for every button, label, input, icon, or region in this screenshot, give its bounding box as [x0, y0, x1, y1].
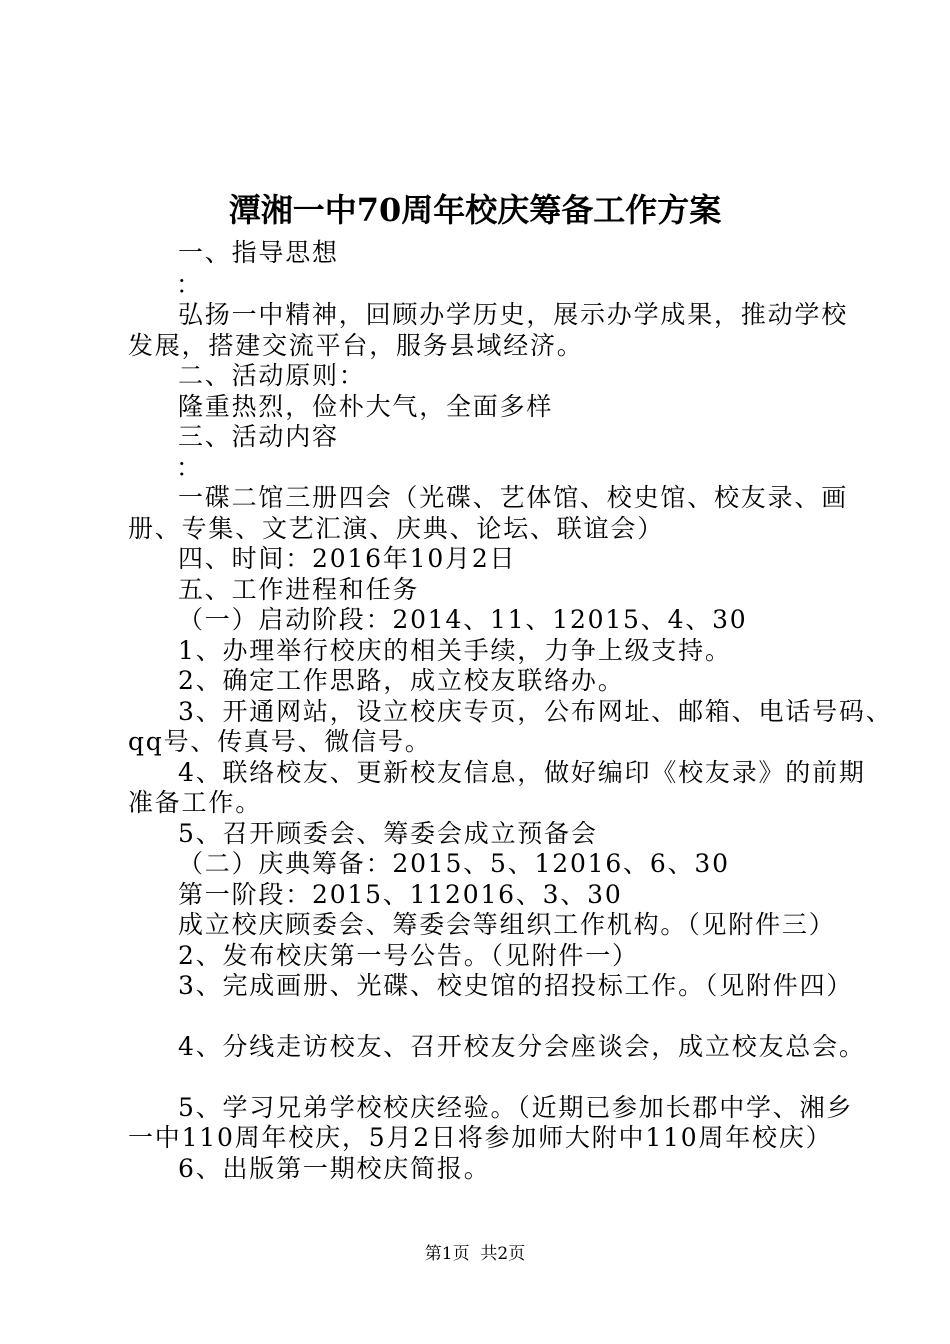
list-item: 4、分线走访校友、召开校友分会座谈会，成立校友总会。 — [178, 1032, 866, 1061]
phase-heading: 第一阶段：2015、112016、3、30 — [178, 880, 623, 909]
paragraph-line: 弘扬一中精神，回顾办学历史，展示办学成果，推动学校 — [178, 300, 849, 329]
list-item: 4、联络校友、更新校友信息，做好编印《校友录》的前期 — [178, 758, 866, 787]
section-heading-content: 三、活动内容 — [178, 422, 339, 451]
colon-line: ： — [176, 453, 203, 482]
list-item: 5、学习兄弟学校校庆经验。（近期已参加长郡中学、湘乡 — [178, 1093, 854, 1122]
section-heading-time: 四、时间：2016年10月2日 — [178, 544, 517, 573]
section-heading-guiding-ideology: 一、指导思想 — [178, 238, 339, 267]
section-heading-progress: 五、工作进程和任务 — [178, 575, 420, 604]
subsection-heading: （一）启动阶段：2014、11、12015、4、30 — [178, 605, 748, 634]
list-item: 6、出版第一期校庆简报。 — [178, 1154, 491, 1183]
document-title: 潭湘一中70周年校庆筹备工作方案 — [228, 191, 722, 229]
list-item: 3、开通网站，设立校庆专页，公布网址、邮箱、电话号码、 — [178, 697, 893, 726]
list-item-continuation: qq号、传真号、微信号。 — [128, 727, 432, 756]
subsection-heading: （二）庆典筹备：2015、5、12016、6、30 — [178, 849, 730, 878]
list-item: 3、完成画册、光碟、校史馆的招投标工作。（见附件四） — [178, 971, 854, 1000]
paragraph-line: 一碟二馆三册四会（光碟、艺体馆、校史馆、校友录、画 — [178, 483, 849, 512]
list-item: 1、办理举行校庆的相关手续，力争上级支持。 — [178, 636, 732, 665]
list-item: 成立校庆顾委会、筹委会等组织工作机构。（见附件三） — [178, 910, 836, 939]
colon-line: ： — [176, 270, 203, 299]
list-item: 2、发布校庆第一号公告。（见附件一） — [178, 941, 639, 970]
page-footer: 第1页 共2页 — [424, 1244, 526, 1264]
list-item-continuation: 一中110周年校庆，5月2日将参加师大附中110周年校庆） — [128, 1123, 833, 1152]
list-item: 5、召开顾委会、筹委会成立预备会 — [178, 819, 598, 848]
list-item: 2、确定工作思路，成立校友联络办。 — [178, 666, 625, 695]
list-item-continuation: 准备工作。 — [128, 788, 263, 817]
paragraph-line: 册、专集、文艺汇演、庆典、论坛、联谊会） — [128, 514, 665, 543]
section-heading-principles: 二、活动原则： — [178, 361, 366, 390]
paragraph-line: 发展，搭建交流平台，服务县域经济。 — [128, 331, 584, 360]
paragraph-line: 隆重热烈，俭朴大气，全面多样 — [178, 392, 554, 421]
